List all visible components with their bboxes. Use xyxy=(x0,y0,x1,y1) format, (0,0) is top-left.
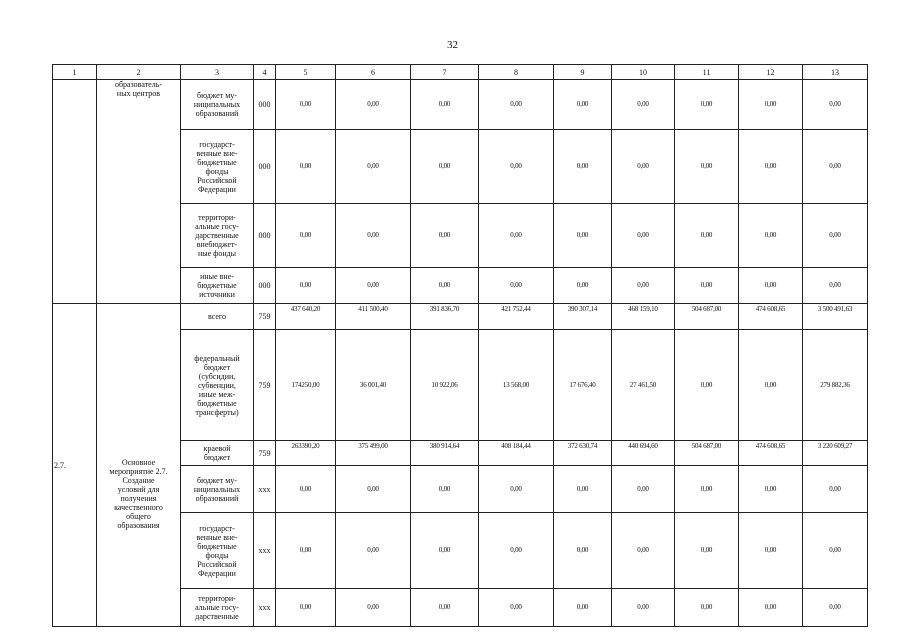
value-cell: 0,00 xyxy=(479,204,554,268)
value-cell: 421 752,44 xyxy=(479,304,554,330)
funding-source-cell: государст- венные вне- бюджетные фонды Российской Федерации xyxy=(181,130,254,204)
code-cell: 759 xyxy=(254,304,276,330)
value-cell: 0,00 xyxy=(336,466,411,513)
value-cell: 372 630,74 xyxy=(554,441,612,466)
value-cell: 0,00 xyxy=(675,204,739,268)
value-cell: 0,00 xyxy=(554,268,612,304)
value-cell: 504 687,00 xyxy=(675,441,739,466)
table-body xyxy=(53,80,868,627)
header-cell: 9 xyxy=(554,65,612,80)
value-cell: 0,00 xyxy=(276,268,336,304)
funding-source-cell: иные вне- бюджетные источники xyxy=(181,268,254,304)
value-cell: 0,00 xyxy=(739,513,803,589)
value-cell: 0,00 xyxy=(276,466,336,513)
value-cell: 0,00 xyxy=(411,589,479,627)
value-cell: 0,00 xyxy=(554,80,612,130)
value-cell: 0,00 xyxy=(675,268,739,304)
value-cell: 0,00 xyxy=(336,130,411,204)
value-cell: 504 687,00 xyxy=(675,304,739,330)
value-cell: 411 500,40 xyxy=(336,304,411,330)
code-cell: 759 xyxy=(254,330,276,441)
funding-source-cell: бюджет му- ниципальных образований xyxy=(181,80,254,130)
value-cell: 0,00 xyxy=(411,268,479,304)
header-cell: 11 xyxy=(675,65,739,80)
header-cell: 3 xyxy=(181,65,254,80)
code-cell: 000 xyxy=(254,268,276,304)
value-cell: 391 836,70 xyxy=(411,304,479,330)
value-cell: 17 676,40 xyxy=(554,330,612,441)
value-cell: 0,00 xyxy=(276,80,336,130)
value-cell: 0,00 xyxy=(336,80,411,130)
header-cell: 7 xyxy=(411,65,479,80)
value-cell: 0,00 xyxy=(739,466,803,513)
page-number: 32 xyxy=(447,39,458,51)
funding-source-cell: государст- венные вне- бюджетные фонды Российской Федерации xyxy=(181,513,254,589)
header-cell: 5 xyxy=(276,65,336,80)
value-cell: 468 159,10 xyxy=(612,304,675,330)
value-cell: 0,00 xyxy=(554,130,612,204)
value-cell: 0,00 xyxy=(276,204,336,268)
header-cell: 8 xyxy=(479,65,554,80)
value-cell: 0,00 xyxy=(411,466,479,513)
value-cell: 0,00 xyxy=(336,268,411,304)
value-cell: 0,00 xyxy=(336,204,411,268)
value-cell: 0,00 xyxy=(276,589,336,627)
funding-source-cell: краевой бюджет xyxy=(181,441,254,466)
value-cell: 0,00 xyxy=(336,513,411,589)
value-cell: 0,00 xyxy=(411,513,479,589)
header-cell: 2 xyxy=(97,65,181,80)
value-cell: 0,00 xyxy=(612,204,675,268)
value-cell: 0,00 xyxy=(276,513,336,589)
value-cell: 0,00 xyxy=(739,130,803,204)
value-cell: 0,00 xyxy=(739,80,803,130)
value-cell: 0,00 xyxy=(479,513,554,589)
value-cell: 474 608,65 xyxy=(739,304,803,330)
value-cell: 0,00 xyxy=(675,130,739,204)
value-cell: 174250,00 xyxy=(276,330,336,441)
value-cell: 10 922,06 xyxy=(411,330,479,441)
value-cell: 13 568,00 xyxy=(479,330,554,441)
value-cell: 0,00 xyxy=(675,513,739,589)
header-cell: 10 xyxy=(612,65,675,80)
value-cell: 3 500 491,63 xyxy=(803,304,868,330)
value-cell: 0,00 xyxy=(554,204,612,268)
value-cell: 0,00 xyxy=(803,513,868,589)
header-cell: 13 xyxy=(803,65,868,80)
code-cell: ххх xyxy=(254,513,276,589)
value-cell: 380 914,64 xyxy=(411,441,479,466)
measure-name: образователь- ных центров xyxy=(114,80,163,98)
value-cell: 0,00 xyxy=(411,130,479,204)
value-cell: 0,00 xyxy=(803,204,868,268)
value-cell: 0,00 xyxy=(675,330,739,441)
header-cell: 12 xyxy=(739,65,803,80)
measure-name-cell xyxy=(97,304,181,627)
value-cell: 0,00 xyxy=(554,589,612,627)
row-number-cell xyxy=(53,80,97,304)
value-cell: 0,00 xyxy=(803,466,868,513)
table-row xyxy=(53,304,868,330)
header-cell: 4 xyxy=(254,65,276,80)
value-cell: 0,00 xyxy=(612,80,675,130)
code-cell: ххх xyxy=(254,589,276,627)
value-cell: 0,00 xyxy=(612,513,675,589)
budget-table xyxy=(52,64,868,627)
value-cell: 390 307,14 xyxy=(554,304,612,330)
value-cell: 0,00 xyxy=(612,130,675,204)
value-cell: 0,00 xyxy=(554,513,612,589)
header-row xyxy=(53,65,868,80)
value-cell: 279 882,36 xyxy=(803,330,868,441)
value-cell: 474 608,65 xyxy=(739,441,803,466)
value-cell: 437 640,20 xyxy=(276,304,336,330)
value-cell: 0,00 xyxy=(479,589,554,627)
measure-name: Основное мероприятие 2.7. Создание условий для получения качественного общего образования xyxy=(109,458,168,530)
code-cell: 000 xyxy=(254,130,276,204)
value-cell: 0,00 xyxy=(612,589,675,627)
value-cell: 375 499,00 xyxy=(336,441,411,466)
value-cell: 0,00 xyxy=(612,268,675,304)
value-cell: 0,00 xyxy=(675,589,739,627)
header-cell: 6 xyxy=(336,65,411,80)
value-cell: 0,00 xyxy=(739,589,803,627)
funding-source-cell: бюджет му- ниципальных образований xyxy=(181,466,254,513)
value-cell: 0,00 xyxy=(554,466,612,513)
value-cell: 0,00 xyxy=(803,268,868,304)
value-cell: 0,00 xyxy=(336,589,411,627)
value-cell: 0,00 xyxy=(803,130,868,204)
header-cell: 1 xyxy=(53,65,97,80)
value-cell: 3 220 609,27 xyxy=(803,441,868,466)
funding-source-cell: территори- альные госу- дарственные внебюджет- ные фонды xyxy=(181,204,254,268)
funding-source-cell: всего xyxy=(181,304,254,330)
value-cell: 0,00 xyxy=(739,268,803,304)
value-cell: 0,00 xyxy=(411,204,479,268)
value-cell: 27 461,50 xyxy=(612,330,675,441)
table-row xyxy=(53,80,868,130)
value-cell: 0,00 xyxy=(675,466,739,513)
value-cell: 0,00 xyxy=(479,130,554,204)
value-cell: 0,00 xyxy=(479,466,554,513)
value-cell: 263390,20 xyxy=(276,441,336,466)
value-cell: 0,00 xyxy=(803,80,868,130)
value-cell: 408 184,44 xyxy=(479,441,554,466)
value-cell: 0,00 xyxy=(803,589,868,627)
value-cell: 0,00 xyxy=(739,204,803,268)
value-cell: 0,00 xyxy=(675,80,739,130)
code-cell: 000 xyxy=(254,204,276,268)
funding-source-cell: федеральный бюджет (субсидии, субвенции, иные меж- бюджетные трансферты) xyxy=(181,330,254,441)
code-cell: 759 xyxy=(254,441,276,466)
value-cell: 0,00 xyxy=(479,80,554,130)
code-cell: 000 xyxy=(254,80,276,130)
value-cell: 0,00 xyxy=(612,466,675,513)
value-cell: 440 694,60 xyxy=(612,441,675,466)
value-cell: 0,00 xyxy=(276,130,336,204)
value-cell: 36 001,40 xyxy=(336,330,411,441)
row-number-cell: 2.7. xyxy=(53,304,97,627)
measure-name-cell xyxy=(97,80,181,304)
value-cell: 0,00 xyxy=(411,80,479,130)
value-cell: 0,00 xyxy=(739,330,803,441)
funding-source-cell: территори- альные госу- дарственные xyxy=(181,589,254,627)
value-cell: 0,00 xyxy=(479,268,554,304)
code-cell: ххх xyxy=(254,466,276,513)
